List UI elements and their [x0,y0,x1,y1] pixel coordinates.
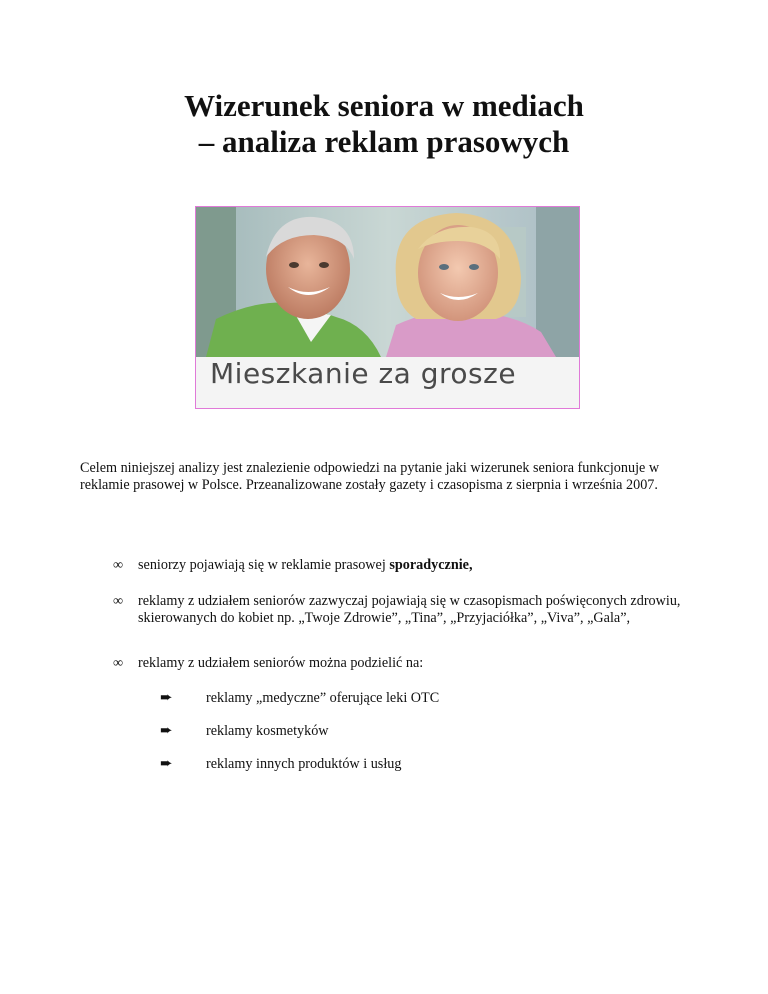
intro-paragraph: Celem niniejszej analizy jest znalezienie odpowiedzi na pytanie jaki wizerunek seniora funkcjonuje w reklamie prasowej w Polsce. Przeanalizowane zostały gazety i czasopisma z sierpnia i września 2007. [80,460,660,493]
infinity-bullet-icon: ∞ [113,593,124,609]
infinity-bullet-icon: ∞ [113,557,124,573]
arrow-bullet-icon: ➨ [160,723,173,739]
bullet-text: reklamy z udziałem seniorów zazwyczaj pojawiają się w czasopismach poświęconych zdrowiu, skierowanych do kobiet np. „Twoje Zdrowie”, „Tina”, „Przyjaciółka”, „Viva”, „Gala”, [138,593,681,626]
bullet-item [80,655,690,672]
infinity-bullet-icon: ∞ [113,655,124,671]
arrow-bullet-icon: ➨ [160,756,173,772]
sub-bullet-item [80,756,580,773]
sub-bullet-text: reklamy „medyczne” oferujące leki OTC [206,690,440,706]
document-title [0,88,768,160]
advertisement-caption: Mieszkanie za grosze [210,357,517,390]
sub-bullet-item [80,690,580,707]
sub-bullet-item [80,723,580,740]
sub-bullet-text: reklamy kosmetyków [206,723,329,739]
title-line-2: – analiza reklam prasowych [198,124,570,159]
sub-bullet-text: reklamy innych produktów i usług [206,756,402,772]
bullet-text: seniorzy pojawiają się w reklamie prasowej sporadycznie, [138,557,473,573]
arrow-bullet-icon: ➨ [160,690,173,706]
bullet-emphasis: sporadycznie, [389,557,473,573]
advertisement-photo [195,206,580,409]
bullet-item [80,557,690,574]
title-line-1: Wizerunek seniora w mediach [184,88,584,123]
bullet-item [80,593,690,627]
bullet-text: reklamy z udziałem seniorów można podzielić na: [138,655,424,671]
